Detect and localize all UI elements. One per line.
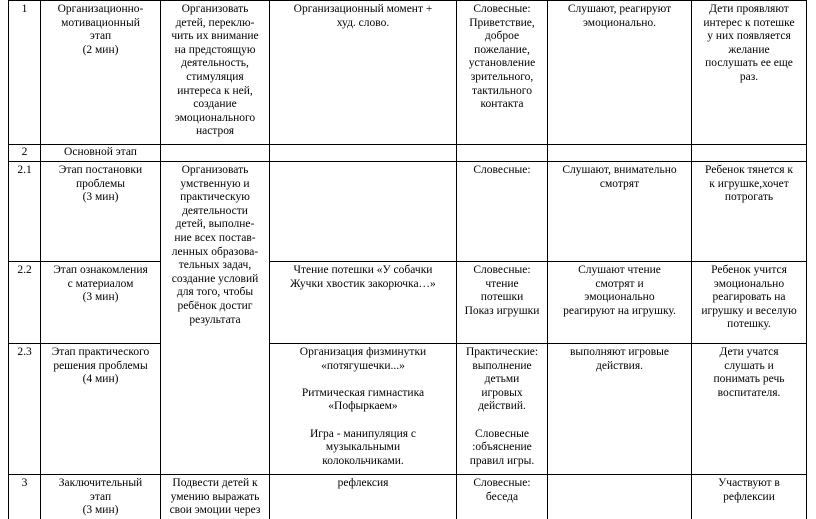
- stage-name: Этап практического решения проблемы (4 мин): [51, 346, 150, 386]
- methods: Практические: выполнение детьми игровых действий. Словесные :объяснение правил игры.: [465, 346, 539, 467]
- row-number: 1: [21, 3, 28, 15]
- lesson-content: Чтение потешки «У собачки Жучки хвостик закорючка…»: [290, 264, 436, 290]
- lesson-content: Организация физминутки «потягушечки...» Ритмическая гимнастика «Пофыркаем» Игра - манипуляция с музыкальными колокольчиками.: [299, 346, 427, 467]
- grid-line: [806, 0, 807, 519]
- children-activity: Слушают чтение смотрят и эмоционально реагируют на игрушку.: [563, 264, 676, 317]
- grid-line: [269, 261, 807, 262]
- stage-name: Этап ознакомления с материалом (3 мин): [53, 264, 148, 304]
- expected-result: Участвуют в рефлексии: [718, 477, 780, 503]
- expected-result: Ребенок тянется к к игрушке,хочет потрогать: [705, 164, 793, 204]
- methods: Словесные: беседа: [473, 477, 531, 503]
- teacher-goal: Организовать детей, переклю- чить их внимание на предстоящую деятельность, стимуляция интереса к ней, создание эмоционального настроя: [171, 3, 259, 138]
- teacher-goal: Подвести детей к умению выражать свои эмоции через: [169, 477, 261, 517]
- lesson-content: Организационный момент + худ. слово.: [293, 3, 433, 29]
- methods: Словесные:: [473, 164, 531, 176]
- stage-name: Этап постановки проблемы (3 мин): [58, 164, 143, 204]
- children-activity: Слушают, внимательно смотрят: [562, 164, 677, 190]
- children-activity: выполняют игровые действия.: [569, 346, 670, 372]
- grid-line: [269, 343, 807, 344]
- expected-result: Ребенок учится эмоционально реагировать на игрушку и веселую потешку.: [701, 264, 797, 331]
- grid-line: [8, 0, 9, 519]
- grid-line: [8, 474, 807, 475]
- row-number: 2: [21, 146, 28, 158]
- grid-line: [8, 261, 161, 262]
- grid-line: [547, 0, 548, 519]
- methods: Словесные: чтение потешки Показ игрушки: [464, 264, 540, 317]
- stage-name: Организационно- мотивационный этап (2 мин): [57, 3, 144, 56]
- grid-line: [8, 343, 161, 344]
- children-activity: Слушают, реагируют эмоционально.: [567, 3, 672, 29]
- expected-result: Дети учатся слушать и понимать речь воспитателя.: [713, 346, 785, 399]
- grid-line: [40, 0, 41, 519]
- row-number: 2.2: [17, 264, 32, 276]
- methods: Словесные: Приветствие, доброе пожелание, установление зрительного, тактильного контакта: [468, 3, 536, 111]
- row-number: 2.3: [17, 346, 32, 358]
- grid-line: [8, 0, 807, 1]
- teacher-goal: Организовать умственную и практическую деятельности детей, выполне- ние всех постав- ленных образова- тельных задач, создание условий для того, чтобы ребёнок достиг результата: [171, 164, 259, 326]
- row-number: 3: [21, 477, 28, 489]
- grid-line: [8, 161, 807, 162]
- stage-name: Основной этап: [64, 146, 137, 158]
- stage-name: Заключительный этап (3 мин): [58, 477, 143, 517]
- row-number: 2.1: [17, 164, 32, 176]
- lesson-content: рефлексия: [337, 477, 389, 489]
- expected-result: Дети проявляют интерес к потешке у них появляется желание послушать ее еще раз.: [703, 3, 795, 83]
- grid-line: [8, 144, 807, 145]
